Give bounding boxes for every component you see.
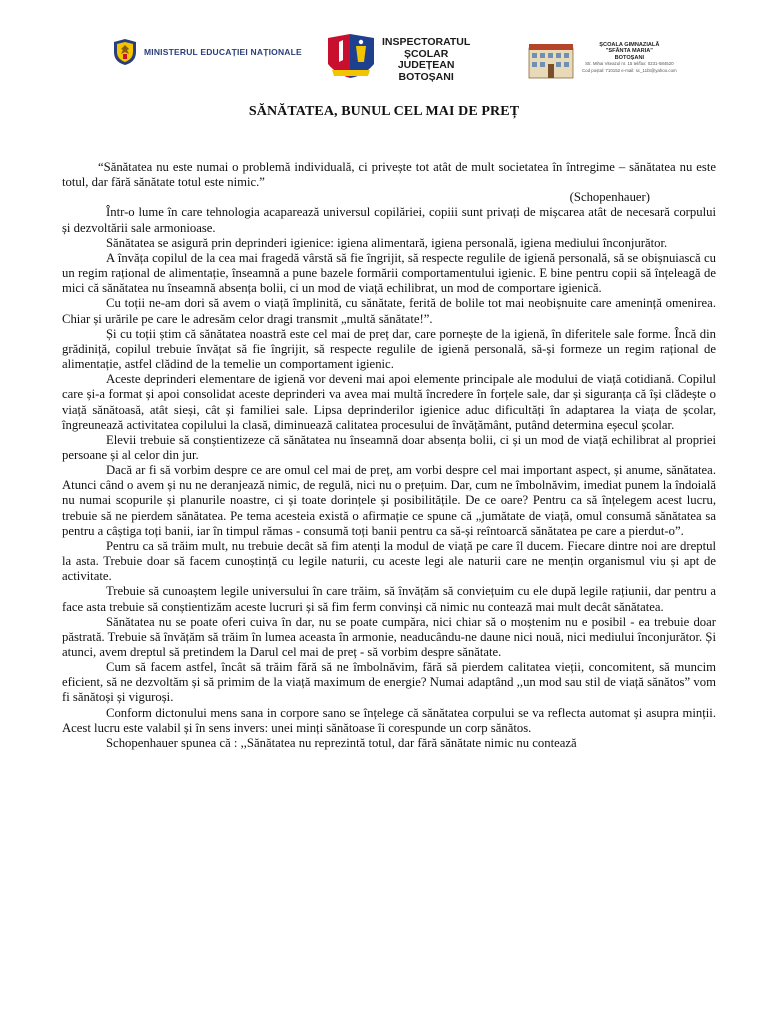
paragraph: A învăța copilul de la cea mai fragedă vârstă să fie îngrijit, să respecte regulile de igienă personală, să se obișnuiască cu un regim rațional de alimentație, înseamnă a pune bazele formării comportamentului igienic. E bine pentru copii să înțeleagă de mici că sănătatea nu înseamnă absența bolii, ci un mod de viață echilibrat, un mod de comportare igienică.	[62, 250, 716, 296]
school-details	[582, 42, 677, 74]
school-logo	[528, 40, 677, 80]
inspectorate-line: JUDEȚEAN	[397, 59, 455, 71]
inspectorate-logo	[326, 32, 470, 84]
inspectorate-emblem-icon	[326, 32, 376, 84]
ministry-name: MINISTERUL EDUCAȚIEI NAȚIONALE	[144, 47, 302, 57]
school-address: Str. Mihai Viteazul nr. 15 tel/fax: 0231-584520	[585, 61, 674, 67]
inspectorate-line: ȘCOLAR	[403, 47, 449, 60]
inspectorate-name	[382, 37, 470, 83]
paragraph: Dacă ar fi să vorbim despre ce are omul cel mai de preț, am vorbi despre cel mai important aspect, și anume, sănătatea. Atunci când o avem și nu ne deranjează nimic, de regulă, nici nu o prețuim. Dar, cum ne îmbolnăvim, imediat punem la îndoială nu numai scopurile și planurile noastre, ci și toate dorințele și posibilitățile. De ce oare? Pentru ca să înțelegem acest lucru, trebuie să ne pierdem sănătatea. Pe tema acesteia există o afirmație ce spune că „jumătate de viață, omul consumă sănătatea sa pentru a câștiga toți banii, iar în timpul rămas - consumă toți banii pentru ca să-și reîntoarcă sănătatea pe care a pierdut-o”.	[62, 463, 716, 538]
paragraph: Cum să facem astfel, încât să trăim fără să ne îmbolnăvim, fără să pierdem calitatea vieții, concomitent, să muncim eficient, să ne dezvoltăm și să primim de la viață maximum de energie? Numai adaptând ,,un mod sau stil de viață sănătos” vom fi sănătoși și viguroși.	[62, 660, 716, 705]
paragraph: Pentru ca să trăim mult, nu trebuie decât să fim atenți la modul de viață pe care îl ducem. Fiecare dintre noi are dreptul la asta. Trebuie doar să facem cunoștință cu legile naturii, cu aceste legi ale naturii care ne mențin organismul viu și apt de activitate.	[62, 538, 716, 584]
inspectorate-line: BOTOȘANI	[398, 70, 454, 83]
school-building-icon	[528, 40, 574, 80]
school-contact: Cod poștal: 710152 e-mail: sc_11bt@yahoo.com	[582, 67, 677, 73]
paragraph: Trebuie să cunoaștem legile universului în care trăim, să învățăm să conviețuim cu ele după legile rațiunii, dar pentru a face asta trebuie să conștientizăm aceste lucruri și să fim ferm convinși că nimic nu contează mai mult decât sănătatea.	[62, 584, 716, 614]
paragraph: Aceste deprinderi elementare de igienă vor deveni mai apoi elemente principale ale modului de viață cotidiană. Copilul care și-a format și apoi consolidat aceste deprinderi va avea mai multă încredere în forțele sale, dar și siguranța că își clădește o viață sănătoasă, atât sieși, cât și familiei sale. Lipsa deprinderilor igienice aduc dificultăți în adaptarea la viața de școlar, îngreunează activitatea copilului la clasă, diminuează calitatea procesului de învățământ, putând determina eșecul școlar.	[62, 372, 716, 432]
school-name-line: ȘCOALA GIMNAZIALĂ	[599, 42, 660, 48]
romanian-coat-of-arms-icon	[112, 38, 138, 66]
paragraph: Elevii trebuie să conștientizeze că sănătatea nu înseamnă doar absența bolii, ci și un mod de viață echilibrat al propriei persoane și al celor din jur.	[62, 432, 716, 462]
quote-author: (Schopenhauer)	[569, 190, 650, 205]
paragraph: Sănătatea nu se poate oferi cuiva în dar, nu se poate cumpăra, nici chiar să o moștenim nu e posibil - ea trebuie doar păstrată. Trebuie să învățăm să trăim în lumea aceasta în armonie, neaducându-ne daune nici nouă, nici mediului înconjurător. Și atunci, avem dreptul să pretindem la Darul cel mai de preț - să vorbim despre sănătate.	[62, 614, 716, 659]
ministry-logo	[112, 38, 302, 66]
paragraph: Cu toții ne-am dori să avem o viață împlinită, cu sănătate, ferită de bolile tot mai neobișnuite care amenință omenirea. Chiar și urările pe care le adresăm celor dragi transmit „multă sănătate!”.	[62, 296, 716, 326]
paragraph: Sănătatea se asigură prin deprinderi igienice: igiena alimentară, igiena personală, igiena mediului înconjurător.	[106, 235, 668, 250]
document-title: SĂNĂTATEA, BUNUL CEL MAI DE PREȚ	[248, 104, 520, 119]
paragraph: Schopenhauer spunea că : ,,Sănătatea nu reprezintă totul, dar fără sănătate nimic nu contează	[106, 735, 577, 750]
school-city: BOTOȘANI	[614, 54, 645, 61]
letterhead	[0, 32, 768, 92]
opening-quote: “Sănătatea nu este numai o problemă individuală, ci privește tot atât de mult societatea în întregime – sănătatea nu este totul, dar fără sănătate totul este nimic.”	[62, 160, 716, 190]
school-name-line: "SFÂNTA MARIA"	[605, 48, 653, 55]
inspectorate-line: INSPECTORATUL	[382, 36, 471, 48]
paragraph: Într-o lume în care tehnologia acaparează universul copilăriei, copiii sunt privați de mișcarea atât de necesară corpului și dezvoltării sale armonioase.	[62, 205, 716, 235]
paragraph: Și cu toții știm că sănătatea noastră este cel mai de preț dar, care pornește de la igienă, în diferitele sale forme. Încă din grădiniță, copilul trebuie învățat să fie îngrijit, să respecte regulile de igienă personală, să-și formeze un regim rațional de alimentație, astfel clădind de la temelie un comportament igienic.	[62, 326, 716, 372]
paragraph: Conform dictonului mens sana in corpore sano se înțelege că sănătatea corpului se va reflecta automat și asupra minții. Acest lucru este valabil și în sens invers: unei minți sănătoase îi corespunde un corp sănătos.	[62, 705, 716, 735]
document-body	[62, 160, 716, 751]
